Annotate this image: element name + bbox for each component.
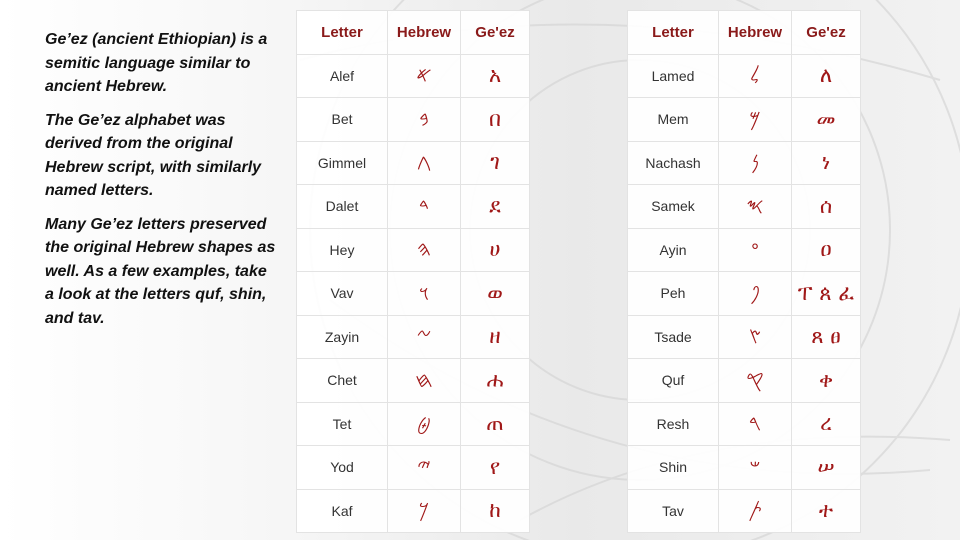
hebrew-glyph-cell: 𐤂 [388, 141, 461, 185]
table-row [297, 315, 530, 359]
geez-glyph-cell: ወ [461, 272, 530, 316]
table-row [297, 359, 530, 403]
letter-name-cell: Tav [628, 489, 719, 533]
geez-glyph-cell: ዘ [461, 315, 530, 359]
hebrew-glyph-cell: 𐤃 [388, 185, 461, 229]
header-geez: Ge'ez [792, 11, 861, 55]
header-hebrew: Hebrew [719, 11, 792, 55]
geez-glyph-cell: መ [792, 98, 861, 142]
geez-glyph-cell: ሀ [461, 228, 530, 272]
letter-name-cell: Quf [628, 359, 719, 403]
letter-name-cell: Vav [297, 272, 388, 316]
letter-name-cell: Zayin [297, 315, 388, 359]
table-row [628, 98, 861, 142]
alphabet-table-left [296, 10, 530, 533]
letter-name-cell: Yod [297, 446, 388, 490]
hebrew-glyph-cell: 𐤕 [719, 489, 792, 533]
table-row [297, 185, 530, 229]
letter-name-cell: Shin [628, 446, 719, 490]
table-header-row [297, 11, 530, 55]
geez-glyph-cell: ጸ ፀ [792, 315, 861, 359]
table-row [628, 359, 861, 403]
hebrew-glyph-cell: 𐤌 [719, 98, 792, 142]
hebrew-glyph-cell: 𐤆 [388, 315, 461, 359]
table-header-row [628, 11, 861, 55]
hebrew-glyph-cell: 𐤉 [388, 446, 461, 490]
letter-name-cell: Peh [628, 272, 719, 316]
geez-glyph-cell: ሠ [792, 446, 861, 490]
geez-glyph-cell: በ [461, 98, 530, 142]
intro-paragraph: The Ge’ez alphabet was derived from the original Hebrew script, with similarly named letters. [45, 111, 262, 199]
geez-glyph-cell: ቀ [792, 359, 861, 403]
hebrew-glyph-cell: 𐤐 [719, 272, 792, 316]
letter-name-cell: Lamed [628, 54, 719, 98]
table-row [628, 228, 861, 272]
geez-glyph-cell: ከ [461, 489, 530, 533]
hebrew-glyph-cell: 𐤍 [719, 141, 792, 185]
hebrew-glyph-cell: 𐤀 [388, 54, 461, 98]
geez-glyph-cell: አ [461, 54, 530, 98]
geez-glyph-cell: የ [461, 446, 530, 490]
letter-name-cell: Alef [297, 54, 388, 98]
hebrew-glyph-cell: 𐤒 [719, 359, 792, 403]
hebrew-glyph-cell: 𐤊 [388, 489, 461, 533]
geez-glyph-cell: ለ [792, 54, 861, 98]
table-row [297, 446, 530, 490]
hebrew-glyph-cell: 𐤁 [388, 98, 461, 142]
intro-text [45, 28, 280, 340]
table-row [297, 272, 530, 316]
hebrew-glyph-cell: 𐤅 [388, 272, 461, 316]
letter-name-cell: Tsade [628, 315, 719, 359]
letter-name-cell: Hey [297, 228, 388, 272]
table-row [297, 141, 530, 185]
letter-name-cell: Chet [297, 359, 388, 403]
geez-glyph-cell: ገ [461, 141, 530, 185]
letter-name-cell: Kaf [297, 489, 388, 533]
header-letter: Letter [297, 11, 388, 55]
geez-glyph-cell: ነ [792, 141, 861, 185]
hebrew-glyph-cell: 𐤋 [719, 54, 792, 98]
hebrew-glyph-cell: 𐤔 [719, 446, 792, 490]
table-row [297, 54, 530, 98]
letter-name-cell: Dalet [297, 185, 388, 229]
geez-glyph-cell: ፐ ጰ ፈ [792, 272, 861, 316]
alphabet-table-right [627, 10, 861, 533]
letter-name-cell: Samek [628, 185, 719, 229]
geez-glyph-cell: ረ [792, 402, 861, 446]
hebrew-glyph-cell: 𐤎 [719, 185, 792, 229]
letter-name-cell: Mem [628, 98, 719, 142]
hebrew-glyph-cell: 𐤄 [388, 228, 461, 272]
hebrew-glyph-cell: 𐤈 [388, 402, 461, 446]
table-row [628, 54, 861, 98]
hebrew-glyph-cell: 𐤏 [719, 228, 792, 272]
geez-glyph-cell: ደ [461, 185, 530, 229]
table-row [297, 489, 530, 533]
table-row [297, 98, 530, 142]
intro-paragraph: Ge’ez (ancient Ethiopian) is a semitic language similar to ancient Hebrew. [45, 31, 268, 95]
table-row [628, 489, 861, 533]
letter-name-cell: Nachash [628, 141, 719, 185]
geez-glyph-cell: ዐ [792, 228, 861, 272]
table-row [628, 272, 861, 316]
letter-name-cell: Ayin [628, 228, 719, 272]
letter-name-cell: Resh [628, 402, 719, 446]
hebrew-glyph-cell: 𐤑 [719, 315, 792, 359]
table-row [628, 141, 861, 185]
table-row [297, 402, 530, 446]
table-row [628, 315, 861, 359]
hebrew-glyph-cell: 𐤓 [719, 402, 792, 446]
table-row [628, 446, 861, 490]
header-letter: Letter [628, 11, 719, 55]
hebrew-glyph-cell: 𐤇 [388, 359, 461, 403]
letter-name-cell: Tet [297, 402, 388, 446]
geez-glyph-cell: ሐ [461, 359, 530, 403]
table-row [297, 228, 530, 272]
table-row [628, 185, 861, 229]
letter-name-cell: Gimmel [297, 141, 388, 185]
letter-name-cell: Bet [297, 98, 388, 142]
header-geez: Ge'ez [461, 11, 530, 55]
table-row [628, 402, 861, 446]
intro-paragraph: Many Ge’ez letters preserved the original Hebrew shapes as well. As a few examples, take a look at the letters quf, shin, and tav. [45, 215, 276, 327]
geez-glyph-cell: ጠ [461, 402, 530, 446]
header-hebrew: Hebrew [388, 11, 461, 55]
geez-glyph-cell: ሰ [792, 185, 861, 229]
geez-glyph-cell: ተ [792, 489, 861, 533]
